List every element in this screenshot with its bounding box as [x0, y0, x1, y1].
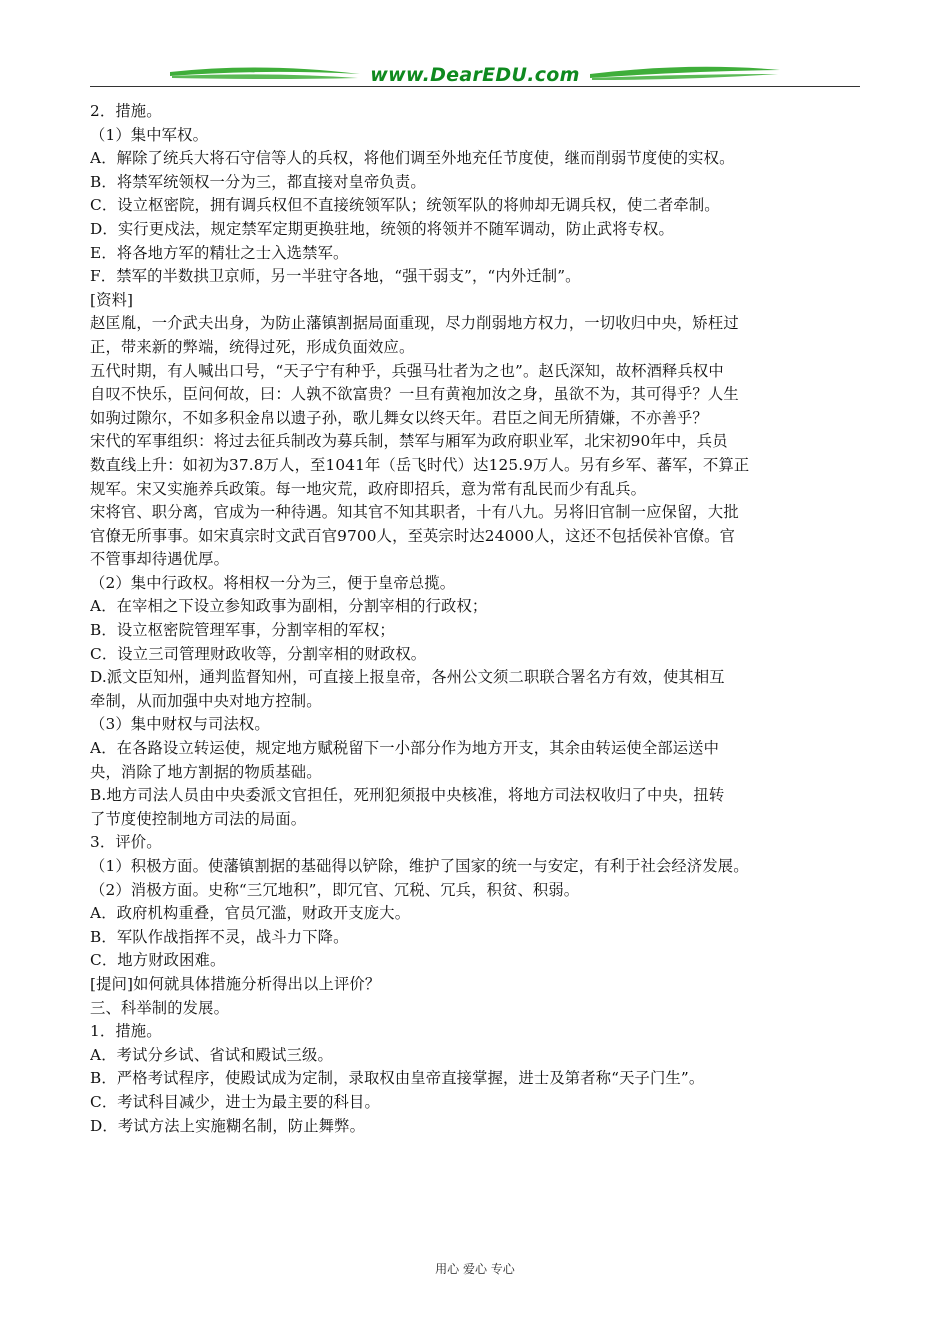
text-line: D．实行更戍法，规定禁军定期更换驻地，统领的将领并不随军调动，防止武将专权。	[90, 219, 674, 238]
text-line: B．军队作战指挥不灵，战斗力下降。	[90, 927, 349, 946]
text-line: 3．评价。	[90, 833, 162, 852]
text-line: [资料]	[90, 290, 134, 309]
text-line: A．在各路设立转运使，规定地方赋税留下一小部分作为地方开支，其余由转运使全部运送中	[90, 739, 720, 758]
text-line: A．解除了统兵大将石守信等人的兵权，将他们调至外地充任节度使，继而削弱节度使的实权。	[90, 149, 735, 168]
text-line: 数直线上升：如初为37.8万人，至1041年（岳飞时代）达125.9万人。另有乡军、蕃军，不算正	[90, 455, 750, 474]
text-line: [提问]如何就具体措施分析得出以上评价？	[90, 974, 381, 993]
site-logo-text: www.DearEDU.com	[370, 64, 580, 86]
text-line: 牵制，从而加强中央对地方控制。	[90, 691, 322, 710]
text-line: F．禁军的半数拱卫京师，另一半驻守各地，“强干弱支”，“内外迁制”。	[90, 267, 581, 286]
text-line: （2）消极方面。史称“三冗地积”，即冗官、冗税、冗兵，积贫、积弱。	[90, 880, 580, 899]
text-line: 正，带来新的弊端，统得过死，形成负面效应。	[90, 337, 415, 356]
text-line: （1）积极方面。使藩镇割据的基础得以铲除，维护了国家的统一与安定，有利于社会经济发展。	[90, 857, 749, 875]
text-line: 1．措施。	[90, 1022, 162, 1041]
text-line: C．考试科目减少，进士为最主要的科目。	[90, 1092, 380, 1111]
text-line: B．严格考试程序，使殿试成为定制，录取权由皇帝直接掌握，进士及第者称“天子门生”。	[90, 1069, 705, 1088]
text-line: D.派文臣知州，通判监督知州，可直接上报皇帝，各州公文须二职联合署名方有效，使其相互	[90, 668, 725, 687]
text-line: D．考试方法上实施糊名制，防止舞弊。	[90, 1116, 366, 1135]
text-line: 不管事却待遇优厚。	[90, 550, 230, 569]
text-line: B．设立枢密院管理军事，分割宰相的军权；	[90, 621, 395, 640]
text-line: 自叹不快乐，臣问何故，曰：人孰不欲富贵？一旦有黄袍加汝之身，虽欲不为，其可得乎？人生	[90, 385, 739, 404]
text-line: 2．措施。	[90, 102, 162, 120]
text-line: 宋将官、职分离，官成为一种待遇。知其官不知其职者，十有八九。另将旧官制一应保留，大批	[90, 503, 739, 522]
text-line: C．设立三司管理财政收等，分割宰相的财政权。	[90, 644, 427, 663]
header-divider	[90, 86, 860, 87]
text-line: （1）集中军权。	[90, 125, 209, 144]
text-line: B．将禁军统领权一分为三，都直接对皇帝负责。	[90, 172, 426, 191]
text-line: C．设立枢密院，拥有调兵权但不直接统领军队；统领军队的将帅却无调兵权，使二者牵制。	[90, 196, 720, 215]
text-line: 了节度使控制地方司法的局面。	[90, 809, 307, 828]
text-line: 宋代的军事组织：将过去征兵制改为募兵制，禁军与厢军为政府职业军，北宋初90年中，兵员	[90, 432, 728, 451]
text-line: 官僚无所事事。如宋真宗时文武百官9700人，至英宗时达24000人，这还不包括侯补官僚。官	[90, 526, 736, 545]
text-line: 规军。宋又实施养兵政策。每一地灾荒，政府即招兵，意为常有乱民而少有乱兵。	[90, 479, 647, 498]
text-line: 五代时期，有人喊出口号，“天子宁有种乎，兵强马壮者为之也”。赵氏深知，故杯酒释兵权中	[90, 361, 724, 380]
text-line: （2）集中行政权。将相权一分为三，便于皇帝总揽。	[90, 573, 456, 592]
page-footer: 用心 爱心 专心	[435, 1262, 515, 1276]
text-line: A．在宰相之下设立参知政事为副相，分割宰相的行政权；	[90, 597, 488, 616]
text-line: E．将各地方军的精壮之士入选禁军。	[90, 243, 349, 262]
text-line: C．地方财政困难。	[90, 951, 226, 970]
text-line: A．政府机构重叠，官员冗滥，财政开支庞大。	[90, 904, 411, 923]
text-line: B.地方司法人员由中央委派文官担任，死刑犯须报中央核准，将地方司法权收归了中央，扭转	[90, 786, 725, 805]
text-line: 如驹过隙尔，不如多积金帛以遗子孙，歌儿舞女以终天年。君臣之间无所猜嫌，不亦善乎？	[90, 408, 708, 427]
text-line: 赵匡胤，一介武夫出身，为防止藩镇割据局面重现，尽力削弱地方权力，一切收归中央，矫枉过	[90, 314, 739, 333]
text-line: 央，消除了地方割据的物质基础。	[90, 762, 322, 781]
text-line: （3）集中财权与司法权。	[90, 715, 270, 734]
text-line: 三、科举制的发展。	[90, 998, 230, 1017]
document-body	[90, 100, 865, 1138]
text-line: A．考试分乡试、省试和殿试三级。	[90, 1045, 333, 1064]
